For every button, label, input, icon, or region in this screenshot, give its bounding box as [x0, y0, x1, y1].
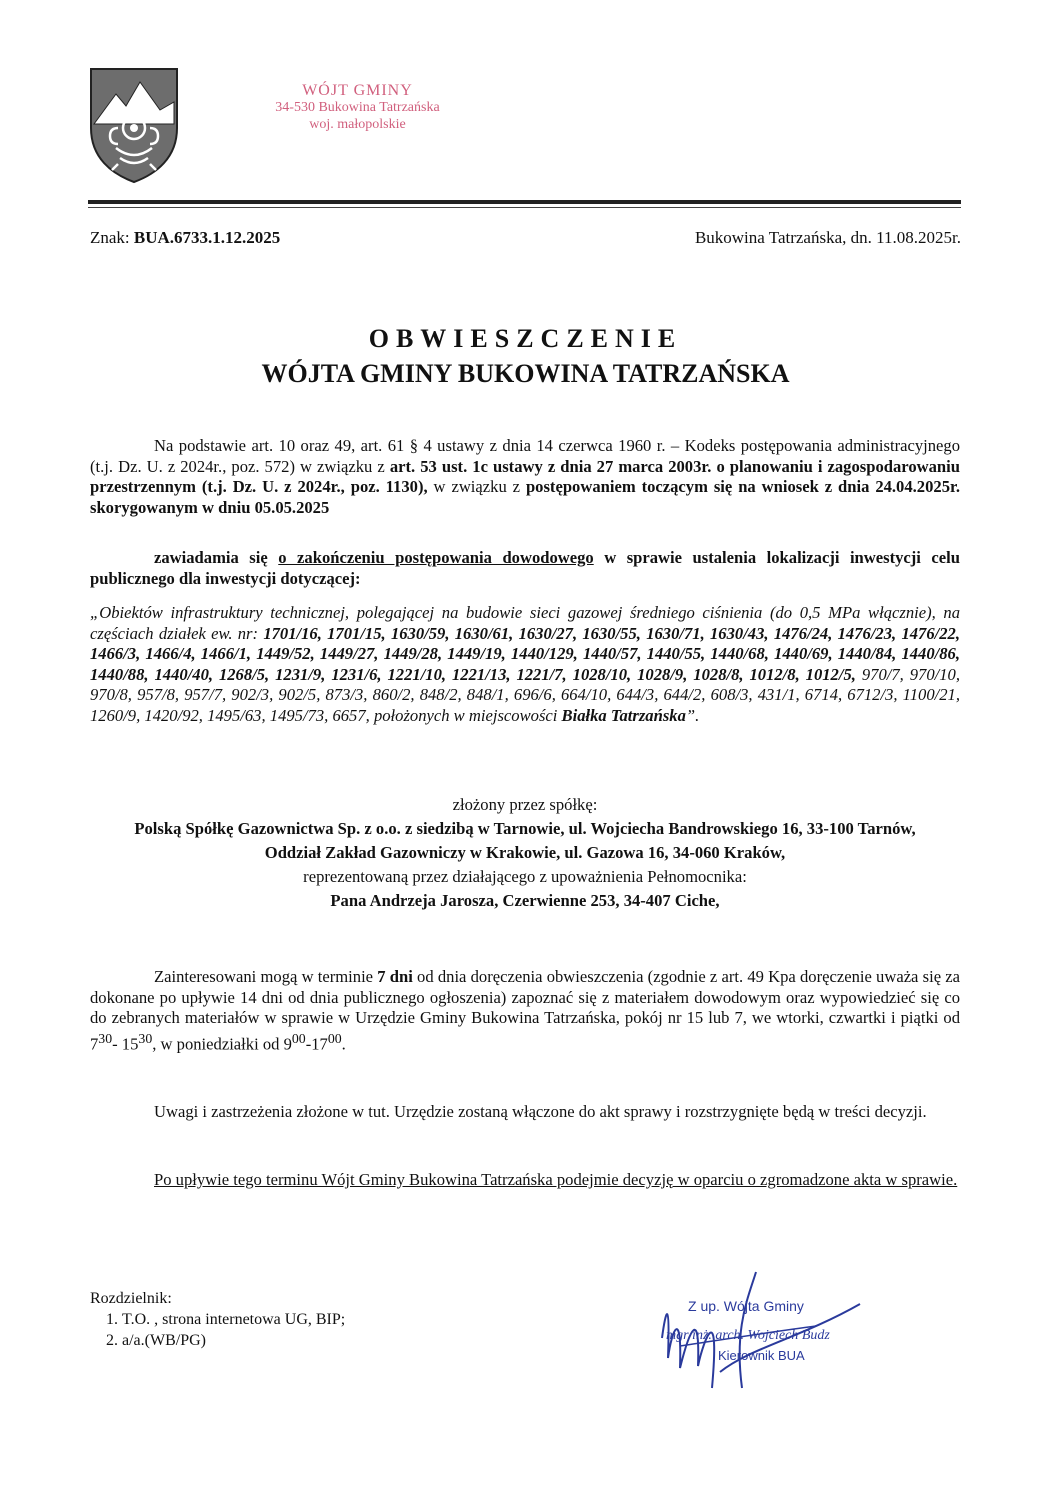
- deadline-paragraph: Po upływie tego terminu Wójt Gminy Bukowina Tatrzańska podejmie decyzję w oparciu o zgromadzone akta w sprawie.: [154, 1170, 958, 1189]
- notification-paragraph: zawiadamia się o zakończeniu postępowania dowodowego w sprawie ustalenia lokalizacji inwestycji celu publicznego dla inwestycji dotyczącej:: [90, 548, 960, 588]
- signature-stamp: [660, 1268, 920, 1428]
- reference-label: Znak:: [90, 228, 130, 247]
- distribution-label: Rozdzielnik:: [90, 1290, 172, 1307]
- title-line-2: WÓJTA GMINY BUKOWINA TATRZAŃSKA: [261, 359, 790, 388]
- branch-line: Oddział Zakład Gazowniczy w Krakowie, ul. Gazowa 16, 34-060 Kraków,: [264, 843, 786, 862]
- attorney-line: Pana Andrzeja Jarosza, Czerwienne 253, 34-407 Ciche,: [330, 891, 720, 910]
- represented-by-label: reprezentowaną przez działającego z upoważnienia Pełnomocnika:: [303, 867, 747, 886]
- document-title: [90, 322, 961, 392]
- signatory-position: Kierownik BUA: [718, 1348, 805, 1363]
- reference-number: [90, 228, 280, 248]
- applicant-block: [90, 793, 960, 913]
- notification-subject: o zakończeniu postępowania dowodowego: [278, 548, 594, 567]
- reference-value: BUA.6733.1.12.2025: [133, 228, 281, 247]
- signature-authority: Z up. Wójta Gminy: [688, 1298, 804, 1314]
- remarks-paragraph: Uwagi i zastrzeżenia złożone w tut. Urzędzie zostaną włączone do akt sprawy i rozstrzygnięte będą w treści decyzji.: [154, 1102, 927, 1121]
- bukowina-coat-of-arms-icon: [88, 66, 180, 184]
- investment-description: „Obiektów infrastruktury technicznej, polegającej na budowie sieci gazowej średniego ciśnienia (do 0,5 MPa włącznie), na częściach działek ew. nr: 1701/16, 1701/15, 1630/59, 1630/61, 1630/27, 1630/55, 1630/71, 1630/43, 1476/24, 1476/23, 1476/22, 1466/3, 1466/4, 1466/1, 1449/52, 1449/27, 1449/28, 1449/19, 1440/129, 1440/57, 1440/55, 1440/68, 1440/69, 1440/84, 1440/86, 1440/88, 1440/40, 1268/5, 1231/9, 1231/6, 1221/10, 1221/13, 1221/7, 1028/10, 1028/9, 1028/8, 1012/8, 1012/5, 970/7, 970/10, 970/8, 957/8, 957/7, 902/3, 902/5, 873/3, 860/2, 848/2, 848/1, 696/6, 664/10, 644/3, 644/2, 608/3, 431/1, 6714, 6712/3, 1100/21, 1260/9, 1420/92, 1495/63, 1495/73, 6657, położonych w miejscowości Białka Tatrzańska”.: [90, 603, 960, 725]
- distribution-item: 2. a/a.(WB/PG): [122, 1330, 345, 1351]
- stamp-region: woj. małopolskie: [309, 117, 406, 132]
- office-stamp: [250, 82, 465, 133]
- company-line: Polską Spółkę Gazownictwa Sp. z o.o. z siedzibą w Tarnowie, ul. Wojciecha Bandrowskiego 16, 33-100 Tarnów,: [134, 819, 916, 838]
- title-line-1: OBWIESZCZENIE: [368, 324, 683, 353]
- distribution-item: 1. T.O. , strona internetowa UG, BIP;: [122, 1309, 345, 1330]
- signatory-name: mgr inż. arch. Wojciech Budz: [666, 1328, 830, 1343]
- header-divider: [88, 200, 961, 204]
- distribution-list: [90, 1288, 345, 1351]
- plot-numbers: 1701/16, 1701/15, 1630/59, 1630/61, 1630/27, 1630/55, 1630/71, 1630/43, 1476/24, 1476/23, 1476/22, 1466/3, 1466/4, 1466/1, 1449/52, 1449/27, 1449/28, 1449/19, 1440/129, 1440/57, 1440/55, 1440/68, 1440/69, 1440/84, 1440/86, 1440/88, 1440/40, 1268/5, 1231/9, 1231/6, 1221/10, 1221/13, 1221/7, 1028/10, 1028/9, 1028/8, 1012/8, 1012/5,: [90, 623, 960, 684]
- stamp-title: WÓJT GMINY: [302, 82, 413, 99]
- locality-name: Białka Tatrzańska: [561, 705, 686, 725]
- place-date: Bukowina Tatrzańska, dn. 11.08.2025r.: [694, 228, 961, 247]
- legal-basis-paragraph: Na podstawie art. 10 oraz 49, art. 61 § 4 ustawy z dnia 14 czerwca 1960 r. – Kodeks postępowania administracyjnego (t.j. Dz. U. z 2024r., poz. 572) w związku z art. 53 ust. 1c ustawy z dnia 27 marca 2003r. o planowaniu i zagospodarowaniu przestrzennym (t.j. Dz. U. z 2024r., poz. 1130), w związku z postępowaniem toczącym się na wniosek z dnia 24.04.2025r. skorygowanym w dniu 05.05.2025: [90, 436, 960, 517]
- header-divider-thin: [88, 207, 961, 208]
- stamp-address: 34-530 Bukowina Tatrzańska: [275, 100, 440, 115]
- interested-parties-paragraph: Zainteresowani mogą w terminie 7 dni od dnia doręczenia obwieszczenia (zgodnie z art. 49 Kpa doręczenie uważa się za dokonane po upływie 14 dni od dnia publicznego ogłoszenia) zapoznać się z materiałem dowodowym oraz wypowiedzieć się co do zebranych materiałów w sprawie w Urzędzie Gminy Bukowina Tatrzańska, pokój nr 15 lub 7, we wtorki, czwartki i piątki od $7^{30}-$ $15^{30}$, w poniedziałki od $9^{00}-17^{00}$.: [90, 967, 960, 1054]
- submitted-by-label: złożony przez spółkę:: [452, 795, 598, 814]
